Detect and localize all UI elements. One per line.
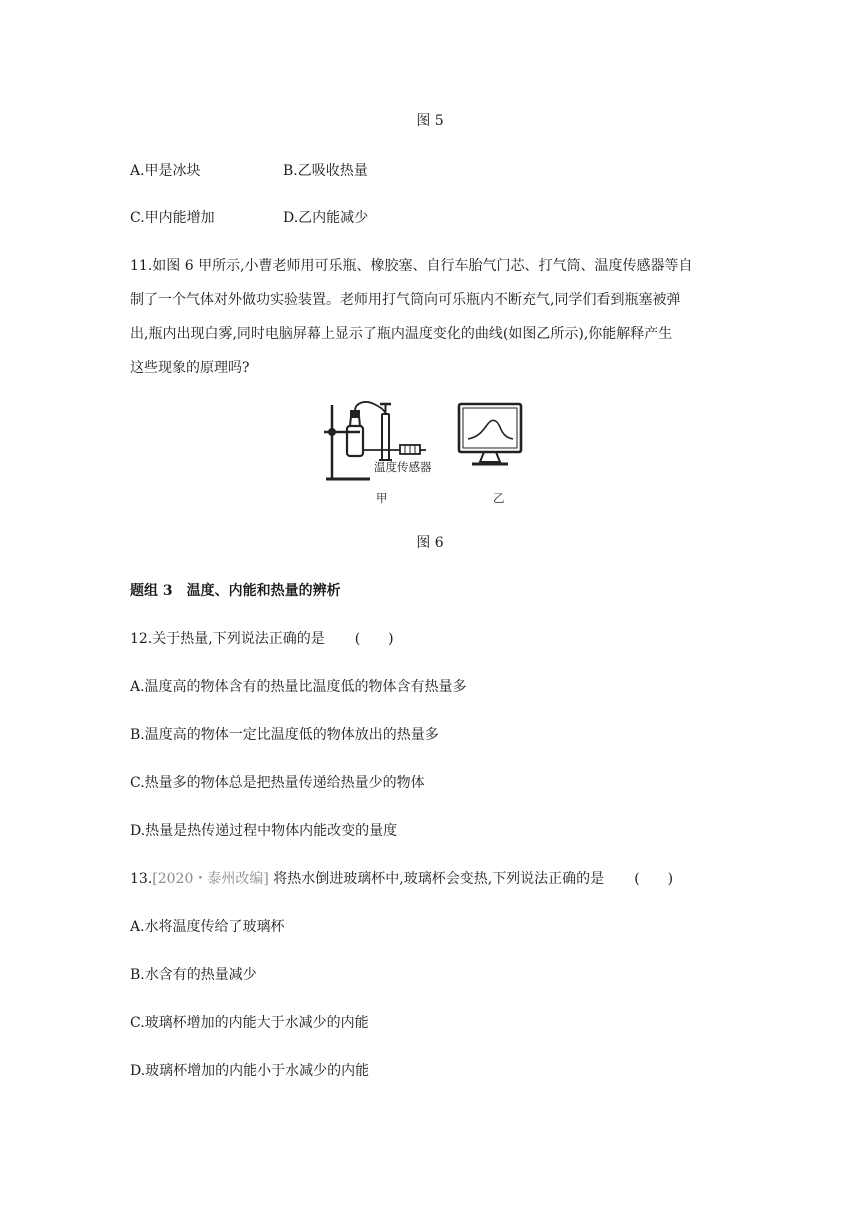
q13-answer-paren: ( ) [634, 871, 674, 887]
clamp-knob [329, 429, 335, 435]
figure5-caption: 图 5 [416, 113, 444, 129]
sensor-label: 温度传感器 [374, 460, 432, 474]
q13-option-d: D.玻璃杯增加的内能小于水减少的内能 [130, 1063, 370, 1079]
q11-line4: 这些现象的原理吗? [130, 360, 250, 376]
q11-line1: 11.如图 6 甲所示,小曹老师用可乐瓶、橡胶塞、自行车胎气门芯、打气筒、温度传感器等自 [130, 258, 693, 274]
monitor-stand [480, 452, 500, 462]
q13-option-b: B.水含有的热量减少 [130, 967, 257, 983]
q13-option-a: A.水将温度传给了玻璃杯 [130, 919, 285, 935]
pump-barrel [382, 414, 389, 460]
q10-option-c: C.甲内能增加 [130, 210, 215, 226]
q13-option-c: C.玻璃杯增加的内能大于水减少的内能 [130, 1015, 369, 1031]
figure6-illustration [322, 400, 546, 510]
q10-option-b: B.乙吸收热量 [283, 163, 368, 179]
q13-source: [2020・泰州改编] [152, 871, 269, 887]
label-jia: 甲 [376, 491, 388, 505]
q12-option-a: A.温度高的物体含有的热量比温度低的物体含有热量多 [130, 679, 467, 695]
q13-stem-text: 将热水倒进玻璃杯中,玻璃杯会变热,下列说法正确的是 [268, 871, 605, 887]
rubber-stopper [351, 411, 359, 417]
q10-option-a: A.甲是冰块 [130, 163, 201, 179]
q11-line3: 出,瓶内出现白雾,同时电脑屏幕上显示了瓶内温度变化的曲线(如图乙所示),你能解释产生 [130, 326, 673, 342]
figure6-caption: 图 6 [416, 535, 444, 551]
monitor-frame [459, 404, 521, 452]
monitor-yi [459, 404, 521, 464]
bottle [347, 426, 363, 456]
section3-heading: 题组 3 温度、内能和热量的辨析 [130, 583, 341, 599]
monitor-screen [463, 408, 517, 448]
q13-number: 13. [130, 871, 153, 887]
q12-stem [130, 629, 394, 649]
q12-answer-paren: ( ) [354, 631, 394, 647]
q12-stem-text: 12.关于热量,下列说法正确的是 [130, 631, 325, 647]
label-yi: 乙 [493, 491, 505, 505]
q12-option-c: C.热量多的物体总是把热量传递给热量少的物体 [130, 775, 425, 791]
q12-option-b: B.温度高的物体一定比温度低的物体放出的热量多 [130, 727, 439, 743]
q13-stem [130, 869, 673, 889]
q12-option-d: D.热量是热传递过程中物体内能改变的量度 [130, 823, 398, 839]
temperature-curve [468, 420, 513, 439]
q10-option-d: D.乙内能减少 [283, 210, 369, 226]
q11-line2: 制了一个气体对外做功实验装置。老师用打气筒向可乐瓶内不断充气,同学们看到瓶塞被弹 [130, 292, 681, 308]
